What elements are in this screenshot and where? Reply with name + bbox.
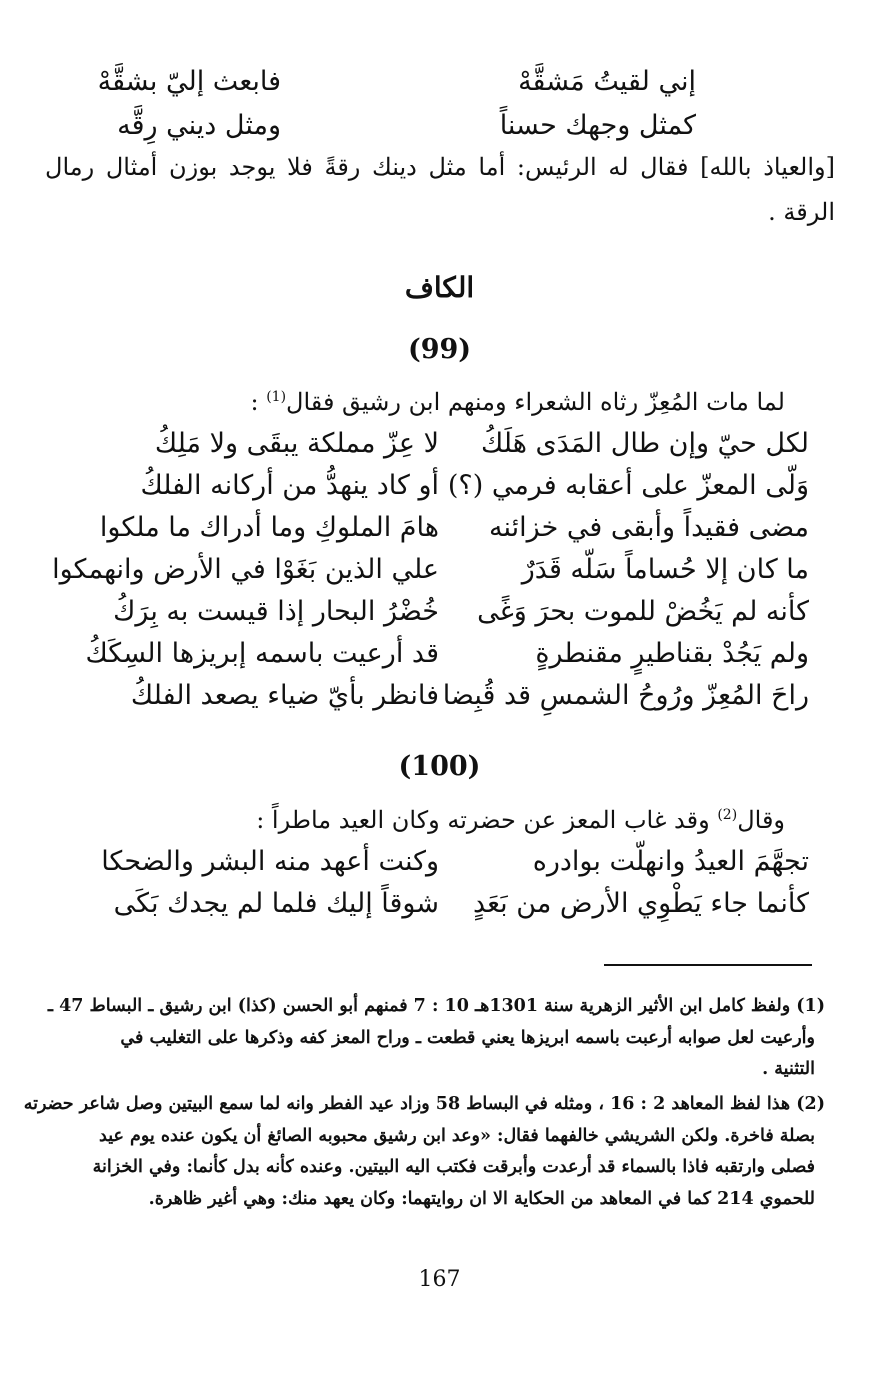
poem-99-verse-1-right: لكل حيّ وإن طال المَدَى هَلَكُ [481, 428, 809, 459]
intro-verse-1-left: فابعث إليّ بشقَّهْ [97, 66, 281, 97]
poem-99-verse-6-right: ولم يَجُدْ بقناطيرٍ مقنطرةٍ [535, 638, 809, 669]
page-number: 167 [418, 1267, 461, 1292]
poem-100-verse-2-right: كأنما جاء يَطْوِي الأرض من بَعَدٍ [472, 888, 809, 919]
footnote-2-line-2: بصلة فاخرة. ولكن الشريشي خالفهما فقال: «وعد ابن رشيق محبوبه الصائغ أن يكون عنده يوم عيد [99, 1126, 815, 1146]
poem-100-intro-rest: وقد غاب المعز عن حضرته وكان العيد ماطراً : [256, 806, 718, 834]
poem-99-intro-text: لما مات المُعِزّ رثاه الشعراء ومنهم ابن رشيق فقال [286, 388, 785, 416]
poem-99-verse-2-right: وَلّى المعزّ على أعقابه فرمي (؟) [447, 470, 809, 501]
poem-99-verse-3-left: هامَ الملوكِ وما أدراك ما ملكوا [99, 512, 439, 543]
poem-100-intro-text: وقال [737, 806, 785, 834]
footnote-separator [604, 964, 812, 966]
intro-prose-line-1: [والعياذ بالله] فقال له الرئيس: أما مثل دينك رقةً فلا يوجد بوزن أمثال رمال [45, 153, 835, 181]
intro-verse-2-left: ومثل ديني رِقَّه [117, 110, 281, 141]
poem-100-verse-1-left: وكنت أعهد منه البشر والضحكا [101, 846, 439, 877]
footnote-2-line-4: للحموي 214 كما في المعاهد من الحكاية الا ان روايتهما: وكان يعهد منك: وهي أغير ظاهرة. [148, 1189, 815, 1209]
section-title: الكاف [404, 271, 475, 304]
poem-99-verse-5-left: خُضْرُ البحار إذا قيست به بِرَكُ [113, 596, 439, 627]
footnote-1-line-3: التثنية . [762, 1059, 815, 1079]
poem-99-verse-4-right: ما كان إلا حُساماً سَلّه قَدَرٌ [521, 554, 809, 585]
poem-100-verse-2-left: شوقاً إليك فلما لم يجدك بَكَى [113, 888, 439, 919]
footnote-2-line-1: (2) هذا لفظ المعاهد 2 : 16 ، ومثله في البساط 58 وزاد عيد الفطر وانه لما سمع البيتين وصل شاعر حضرته [23, 1094, 825, 1114]
intro-prose-line-2: الرقة . [768, 198, 835, 226]
poem-100-number: (100) [398, 751, 481, 782]
poem-99-verse-6-left: قد أرعيت باسمه إبريزها السِكَكُ [85, 638, 439, 669]
footnote-ref-2[interactable]: (2) [717, 807, 738, 823]
footnote-ref-1[interactable]: (1) [266, 389, 287, 405]
intro-verse-2-right: كمثل وجهك حسناً [499, 110, 696, 141]
poem-99-verse-2-left: أو كاد ينهدُّ من أركانه الفلكُ [140, 470, 439, 501]
intro-verse-1-right: إني لقيتُ مَشقَّهْ [518, 66, 696, 97]
footnote-1-line-2: وأرعيت لعل صوابه أرعبت باسمه ابريزها يعني قطعت ـ وراح المعز كفه وذكرها على التغليب في [120, 1028, 815, 1048]
poem-99-verse-7-right: راحَ المُعِزّ ورُوحُ الشمسِ قد قُبِضا [442, 680, 809, 711]
poem-99-verse-5-right: كأنه لم يَخُضْ للموت بحرَ وَغًى [477, 596, 809, 627]
poem-99-verse-7-left: فانظر بأيّ ضياء يصعد الفلكُ [130, 680, 439, 711]
footnote-2-line-3: فصلى وارتقبه فاذا بالسماء قد أرعدت وأبرقت فكتب اليه البيتين. وعنده كأنه بدل كأنما: وفي الخزانة [92, 1157, 815, 1177]
poem-99-number: (99) [407, 334, 472, 365]
poem-100-intro [256, 806, 785, 834]
poem-99-intro-end: : [250, 388, 267, 416]
poem-100-verse-1-right: تجهَّمَ العيدُ وانهلّت بوادره [532, 846, 809, 877]
footnote-1-line-1: (1) ولفظ كامل ابن الأثير الزهرية سنة 1301هـ 10 : 7 فمنهم أبو الحسن (كذا) ابن رشيق ـ البساط 47 ـ [47, 996, 825, 1016]
poem-99-verse-3-right: مضى فقيداً وأبقى في خزائنه [489, 512, 809, 543]
poem-99-verse-4-left: علي الذين بَغَوْا في الأرض وانهمكوا [52, 554, 439, 585]
poem-99-intro [250, 388, 785, 416]
poem-99-verse-1-left: لا عِزّ مملكة يبقَى ولا مَلِكُ [154, 428, 439, 459]
